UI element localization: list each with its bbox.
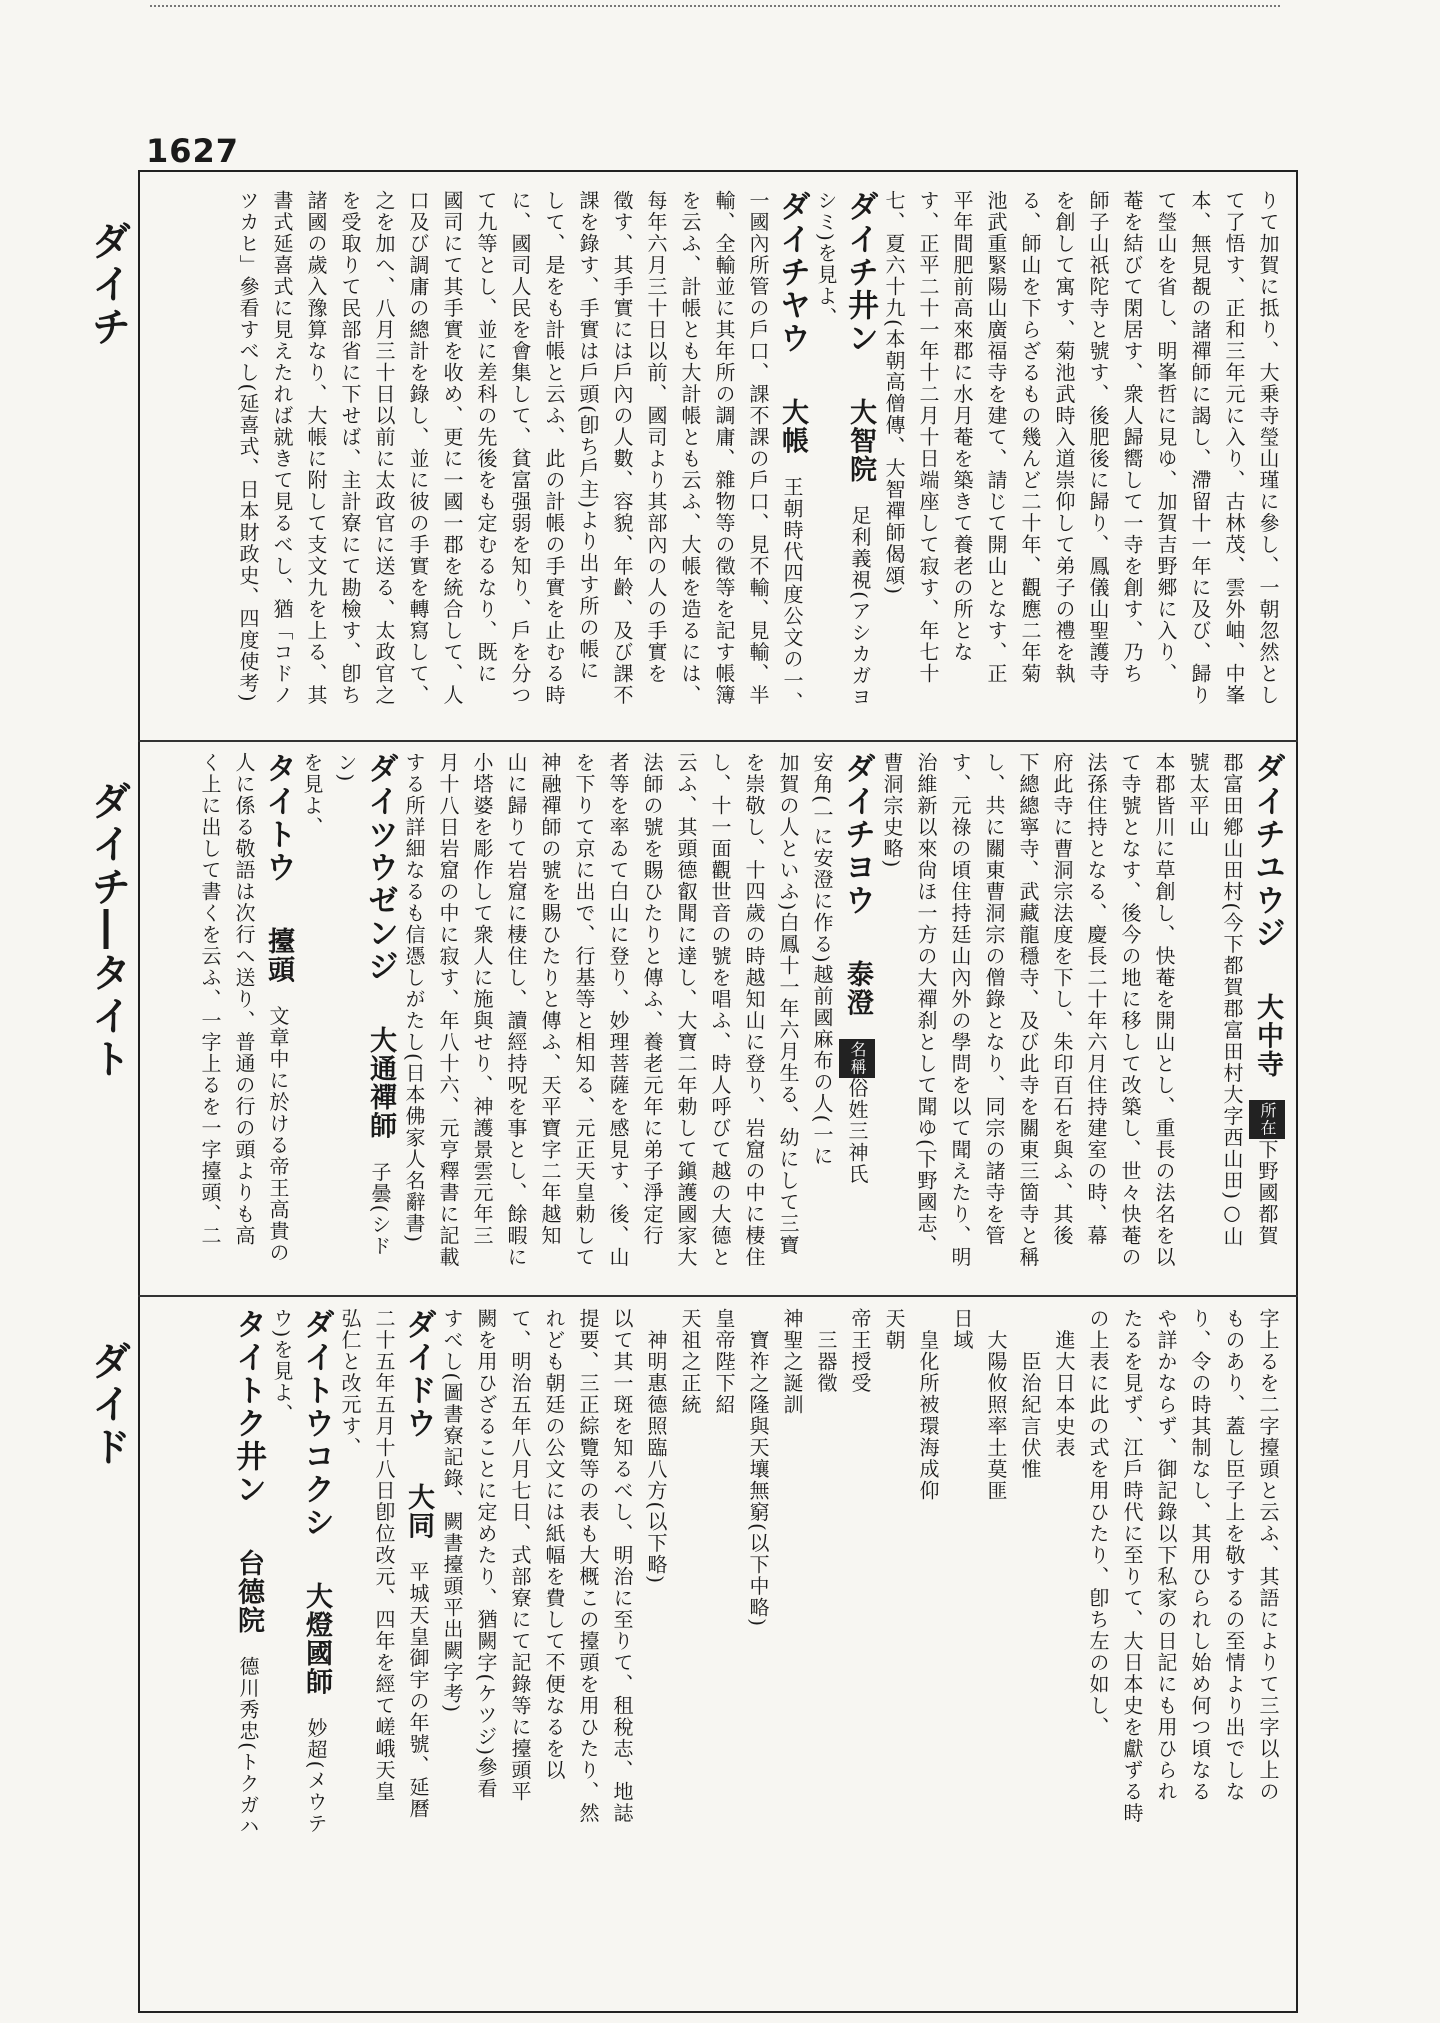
entry-kanji: 大燈國師	[301, 1582, 332, 1697]
entry-note: 下野國都賀	[1255, 1139, 1279, 1247]
text-line: 號太平山	[1186, 752, 1210, 838]
text-line: て了悟す、正和三年元に入り、古林茂、雲外岫、中峯	[1222, 190, 1246, 706]
text-line: 神融禪師の號を賜ひたりと傳ふ、天平寶字二年越知	[538, 752, 562, 1247]
section-middle	[150, 752, 1285, 1282]
text-line: する所詳細なるも信憑しがたし(日本佛家人名辭書)	[402, 752, 426, 1244]
entry-kanji: 泰澄	[842, 960, 873, 1018]
entry-heading: ダイドウ	[400, 1308, 436, 1440]
text-line: て、明治五年八月七日、式部寮にて記錄等に擡頭平	[508, 1308, 532, 1803]
side-label-daichi: ダイチ	[85, 220, 131, 349]
text-line: を下りて京に出で、行基等と相知る、元正天皇勅して	[572, 752, 596, 1268]
text-line: 七、夏六十九(本朝高僧傳、大智禪師偈頌)	[882, 190, 906, 596]
entry-headline	[329, 752, 397, 1282]
section-divider	[138, 1295, 1298, 1297]
section-top	[150, 190, 1285, 730]
list-line: 天朝	[882, 1308, 906, 1351]
text-line: すべし(圖書寮記錄、闕書擡頭平出闕字考)	[440, 1308, 464, 1714]
text-line: シミ)を見よ、	[814, 190, 838, 329]
text-line: して、是をも計帳と云ふ、此の計帳の手實を止むる時	[542, 190, 566, 706]
entry-note: 俗姓三神氏	[845, 1077, 869, 1186]
entry-note: 平城天皇御宇の年號、延曆	[406, 1561, 430, 1820]
text-line: す、元祿の頃住持廷山內外の學問を以て聞えたり、明	[948, 752, 972, 1268]
section-bottom	[150, 1308, 1285, 1998]
text-line: 法師の號を賜ひたりと傳ふ、養老元年に弟子淨定行	[640, 752, 664, 1247]
entry-note: 妙超(メウテ	[304, 1717, 328, 1835]
text-line: の上表に此の式を用ひたり、卽ち左の如し、	[1086, 1308, 1110, 1738]
text-line: 每年六月三十日以前、國司より其部內の人の手實を	[644, 190, 668, 685]
text-line: 治維新以來尙ほ一方の大禪刹として聞ゆ(下野國志、	[914, 752, 938, 1256]
text-line: りて加賀に抵り、大乗寺瑩山瑾に參し、一朝忽然とし	[1256, 190, 1280, 706]
text-line: 師子山祇陀寺と號す、後肥後に歸り、鳳儀山聖護寺	[1086, 190, 1110, 685]
list-line: 寶祚之隆與天壤無窮(以下中略)	[746, 1308, 770, 1628]
text-line: り、令の時其制なし、其用ひられし始め何つ頃なる	[1188, 1308, 1212, 1803]
text-line: 以て其一斑を知るべし、明治に至りて、租稅志、地誌	[610, 1308, 634, 1824]
entry-kanji: 大智院	[845, 398, 876, 484]
entry-note: 德川秀忠(トクガハ	[236, 1656, 260, 1838]
section-divider	[138, 740, 1298, 742]
list-line: 三器徵	[814, 1308, 838, 1394]
text-line: 輸、全輸並に其年所の調庸、雜物等の徵等を記す帳簿	[712, 190, 736, 706]
entry-heading: ダイトウコクシ	[298, 1308, 334, 1539]
list-line: 皇化所被環海成仰	[916, 1308, 940, 1502]
text-line: 郡富田鄕山田村(今下都賀郡富田村大字西山田)○山	[1220, 752, 1244, 1248]
page-number: 1627	[146, 132, 240, 170]
text-line: を受取りて民部省に下せば、主計寮にて勘檢す、卽ち	[338, 190, 362, 706]
text-line: 書式延喜式に見えたれば就きて見るべし、猶「コドノ	[270, 190, 294, 706]
list-line: 天祖之正統	[678, 1308, 702, 1416]
side-label-daido: ダイド	[85, 1340, 131, 1469]
text-line: を云ふ、計帳とも大計帳とも云ふ、大帳を造るには、	[678, 190, 702, 706]
entry-tag: 所在	[1249, 1100, 1285, 1139]
list-line: 大陽攸照率土莫匪	[984, 1308, 1008, 1502]
text-line: 菴を結びて閑居す、衆人歸嚮して一寺を創す、乃ち	[1120, 190, 1144, 685]
text-line: 二十五年五月十八日卽位改元、四年を經て嵯峨天皇	[372, 1308, 396, 1803]
text-line: く上に出して書くを云ふ、一字上るを一字擡頭、二	[198, 752, 222, 1247]
text-line: 闕を用ひざることに定めたり、猶闕字(ケツジ)參看	[474, 1308, 498, 1800]
text-line: 府此寺に曹洞宗法度を下し、朱印百石を與ふ、其後	[1050, 752, 1074, 1247]
entry-heading: ダイチヨウ	[839, 752, 875, 917]
entry-headline	[401, 1308, 435, 1998]
text-line: 月十八日岩窟の中に寂す、年八十六、元亨釋書に記載	[436, 752, 460, 1268]
list-line: 神聖之誕訓	[780, 1308, 804, 1416]
text-line: 提要、三正綜覽等の表も大概この擡頭を用ひたり、然	[576, 1308, 600, 1824]
entry-headline	[299, 1308, 333, 1998]
side-label-daichi-taito: ダイチ―タイト	[85, 780, 131, 1081]
entry-heading: ダイツウゼンジ	[362, 752, 398, 983]
text-line: たるを見ず、江戶時代に至りて、大日本史を獻ずる時	[1120, 1308, 1144, 1824]
list-line: 皇帝陛下紹	[712, 1308, 736, 1416]
text-line: る、師山を下らざるもの幾んど二十年、觀應二年菊	[1018, 190, 1042, 685]
text-line: 云ふ、其頭德叡聞に達し、大寶二年勅して鎭護國家大	[674, 752, 698, 1268]
text-line: 本郡皆川に草創し、快菴を開山とし、重長の法名を以	[1152, 752, 1176, 1268]
entry-headline	[231, 1308, 265, 1998]
text-line: ものあり、蓋し臣子上を敬するの至情より出でしな	[1222, 1308, 1246, 1803]
entry-heading: ダイチ井ン	[842, 190, 878, 355]
top-rule	[150, 5, 1280, 7]
entry-kanji: 擡頭	[263, 927, 294, 985]
text-line: 諸國の歲入豫算なり、大帳に附して支文九を上る、其	[304, 190, 328, 706]
entry-heading: ダイチヤウ	[774, 190, 810, 355]
text-line: て寺號となす、後今の地に移して改築し、世々快菴の	[1118, 752, 1142, 1268]
text-line: を崇敬し、十四歲の時越知山に登り、岩窟の中に棲住	[742, 752, 766, 1268]
text-line: 本、無見覩の諸禪師に謁し、滯留十一年に及び、歸り	[1188, 190, 1212, 706]
text-line: 國司にて其手實を收め、更に一國一郡を統合して、人	[440, 190, 464, 706]
entry-headline	[775, 190, 809, 730]
text-line: 人に係る敬語は次行へ送り、普通の行の頭よりも高	[232, 752, 256, 1247]
entry-kanji: 大中寺	[1252, 993, 1283, 1079]
text-line: ウ)を見よ、	[270, 1308, 294, 1425]
text-line: し、共に關東曹洞宗の僧錄となり、同宗の諸寺を管	[982, 752, 1006, 1247]
text-line: 山に歸りて岩窟に棲住し、讀經持呪を事とし、餘暇に	[504, 752, 528, 1268]
text-line: 安角(一に安澄に作る)越前國麻布の人(一に	[810, 752, 834, 1167]
text-line: 曹洞宗史略)	[880, 752, 904, 869]
text-line: 池武重緊陽山廣福寺を建て、請じて開山となす、正	[984, 190, 1008, 685]
entry-heading: タイトク井ン	[230, 1308, 266, 1506]
entry-note: 文章中に於ける帝王高貴の	[266, 1005, 290, 1264]
text-line: を創して寓す、菊池武時入道崇仰して弟子の禮を執	[1052, 190, 1076, 685]
entry-headline	[261, 752, 295, 1282]
text-line: 字上るを二字擡頭と云ふ、其語によりて三字以上の	[1256, 1308, 1280, 1803]
text-line: を見よ、	[300, 752, 324, 838]
text-line: て九等とし、並に差科の先後をも定むるなり、既に	[474, 190, 498, 685]
text-line: 加賀の人といふ)白鳳十一年六月生る、幼にして三寶	[776, 752, 800, 1256]
entry-headline	[839, 752, 875, 1282]
text-line: 一國內所管の戶口、課不課の戶口、見不輸、見輸、半	[746, 190, 770, 706]
text-line: 弘仁と改元す、	[338, 1308, 362, 1459]
entry-kanji: 台德院	[233, 1549, 264, 1635]
text-line: 之を加へ、八月三十日以前に太政官に送る、太政官之	[372, 190, 396, 706]
text-line: 法孫住持となる、慶長二十年六月住持建室の時、幕	[1084, 752, 1108, 1247]
text-line: ツカヒ」參看すべし(延喜式、日本財政史、四度使考)	[236, 190, 260, 704]
text-line: 下總總寧寺、武藏龍穩寺、及び此寺を關東三箇寺と稱	[1016, 752, 1040, 1268]
list-line: 日域	[950, 1308, 974, 1351]
entry-note: 子曇(シドン)	[334, 752, 392, 1257]
text-line: 徵す、其手實には戶內の人數、容貌、年齡、及び課不	[610, 190, 634, 706]
list-line: 帝王授受	[848, 1308, 872, 1394]
list-line: 臣治紀言伏惟	[1018, 1308, 1042, 1480]
entry-tag: 名稱	[839, 1039, 875, 1078]
text-line: す、正平二十一年十二月十日端座して寂す、年七十	[916, 190, 940, 685]
entry-headline	[1249, 752, 1285, 1282]
text-line: 平年間肥前高來郡に水月菴を築きて養老の所とな	[950, 190, 974, 663]
entry-note: 足利義視(アシカガヨ	[848, 505, 872, 708]
text-line: れども朝廷の公文には紙幅を費して不便なるを以	[542, 1308, 566, 1781]
text-line: や詳かならず、御記錄以下私家の日記にも用ひられ	[1154, 1308, 1178, 1803]
entry-heading: タイトウ	[260, 752, 296, 884]
text-line: 課を錄す、手實は戶頭(卽ち戶主)より出す所の帳に	[576, 190, 600, 682]
entry-heading: ダイチユウジ	[1249, 752, 1285, 950]
text-line: 者等を率ゐて白山に登り、妙理菩薩を感見す、後、山	[606, 752, 630, 1268]
list-line: 進大日本史表	[1052, 1308, 1076, 1459]
list-line: 神明惠德照臨八方(以下略)	[644, 1308, 668, 1585]
text-line: し、十一面觀世音の號を唱ふ、時人呼びて越の大德と	[708, 752, 732, 1268]
entry-kanji: 大帳	[777, 398, 808, 456]
entry-headline	[843, 190, 877, 730]
text-line: 小塔婆を彫作して衆人に施與せり、神護景雲元年三	[470, 752, 494, 1247]
text-line: 口及び調庸の總計を錄し、並に彼の手實を轉寫して、	[406, 190, 430, 706]
text-line: て瑩山を省し、明峯哲に見ゆ、加賀吉野郷に入り、	[1154, 190, 1178, 685]
entry-kanji: 大同	[403, 1483, 434, 1541]
text-line: に、國司人民を會集して、貧富强弱を知り、戶を分つ	[508, 190, 532, 706]
entry-note: 王朝時代四度公文の一、	[780, 476, 804, 714]
entry-kanji: 大通禪師	[365, 1026, 396, 1141]
